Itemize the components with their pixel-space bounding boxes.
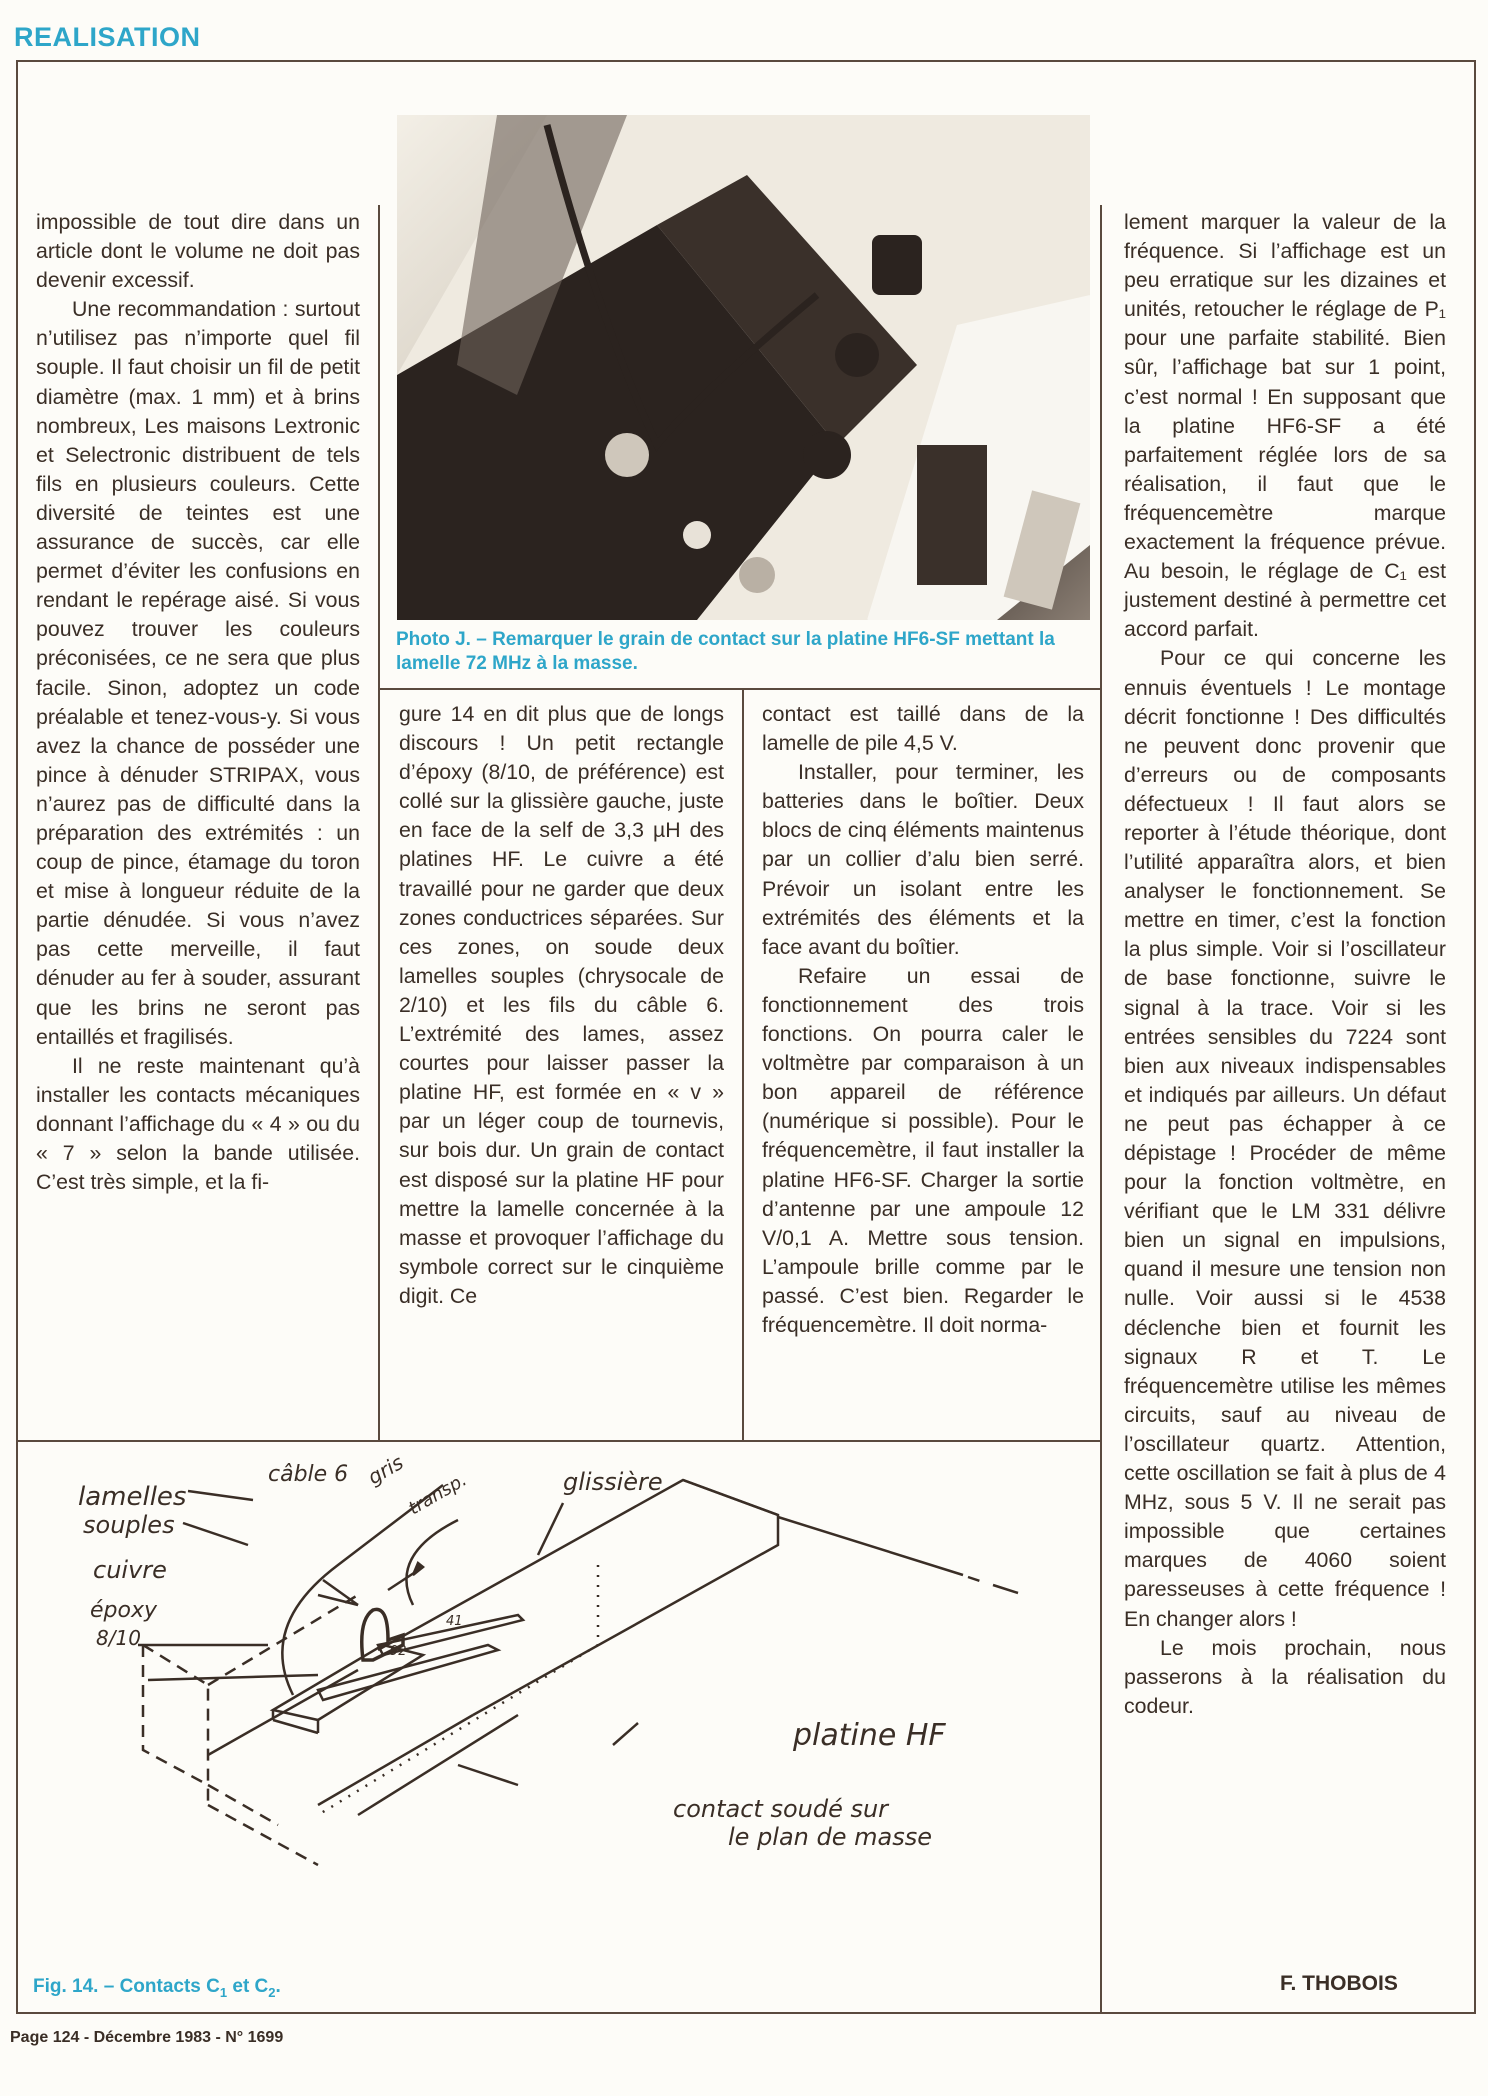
paragraph: Il ne reste maintenant qu’à installer les contacts mécaniques donnant l’affichage du « 4 » ou du « 7 » selon la bande utilisée. C’est très simple, et la fi- [36,1053,360,1195]
label-92: 92 [390,1644,407,1659]
label-contact-soude: contact soudé sur [673,1795,889,1823]
page-footer: Page 124 - Décembre 1983 - N° 1699 [10,2029,284,2046]
label-plan-de-masse: le plan de masse [728,1823,932,1851]
figure-caption-sub2: 2 [268,1984,276,2000]
figure-top-rule [16,1440,1102,1442]
paragraph: Une recommandation : surtout n’utilisez pas n’importe quel fil souple. Il faut choisir un fil de petit diamètre (max. 1 mm) et à brins nombreux, Les maisons Lextronic et Selectronic distribuent de tels fils en plusieurs couleurs. Cette diversité de teintes est une assurance de succès, car elle permet d’éviter les confusions en rendant le repérage aisé. Si vous pouvez trouver les couleurs préconisées, ce ne sera que plus facile. Sinon, adoptez un code préalable et tenez-vous-y. Si vous avez la chance de posséder une pince à dénuder STRIPAX, vous n’aurez pas de difficulté dans la préparation des extrémités : un coup de pince, étamage du toron et mise à longueur réduite de la partie dénudée. Si vous n’avez pas cette merveille, il faut dénuder au fer à souder, assurant que les brins ne seront pas entaillés et fragilisés. [36,297,360,1049]
label-41: 41 [446,1614,463,1629]
figure-caption-prefix: Fig. 14. – Contacts C [33,1976,220,1997]
author-signature: F. THOBOIS [1280,1972,1398,1995]
label-epoxy-thickness: 8/10 [96,1626,141,1650]
paragraph: Le mois prochain, nous passerons à la réalisation du codeur. [1124,1635,1446,1718]
contacts-drawing [18,1445,1098,1965]
label-cable-6: câble 6 [268,1462,349,1487]
paragraph: contact est taillé dans de la lamelle de pile 4,5 V. [762,702,1084,756]
text-column-4 [1124,208,1446,1721]
text-column-3 [762,700,1084,1340]
figure-14-diagram [18,1445,1098,1965]
text-column-2 [399,700,724,1311]
label-transp: transp. [405,1469,471,1520]
label-epoxy: époxy [90,1598,157,1623]
paragraph: Pour ce qui concerne les ennuis éventuels ! Le montage décrit fonctionne ! Des difficultés ne peuvent donc provenir que d’erreurs ou de composants défectueux ! Il faut alors se reporter à l’étude théorique, dont l’utilité apparaîtra alors, et bien analyser le fonctionnement. Se mettre en timer, c’est la fonction la plus simple. Voir si l’oscillateur de base fonctionne, suivre le signal à la trace. Voir si les entrées sensibles du 7224 sont bien aux niveaux indispensables et indiqués par ailleurs. Un défaut ne peut pas échapper à ce dépistage ! Procéder de même pour la fonction voltmètre, en vérifiant que le LM 331 délivre bien un signal en impulsions, quand il mesure une tension non nulle. Voir aussi si le 4538 déclenche bien et fournit les signaux R et T. Le fréquencemètre utilise les mêmes circuits, sauf au niveau de l’oscillateur quartz. Attention, cette oscillation se fait à plus de 4 MHz, sous 5 V. Il ne serait pas impossible que certaines marques de 4060 soient paresseuses à cette fréquence ! En changer alors ! [1124,646,1446,1631]
paragraph: gure 14 en dit plus que de longs discours ! Un petit rectangle d’époxy (8/10, de préférence) est collé sur la glissière gauche, juste en face de la self de 3,3 µH des platines HF. Le cuivre a été travaillé pour ne garder que deux zones conductrices séparées. Sur ces zones, on soude deux lamelles souples (chrysocale de 2/10) et les fils du câble 6. L’extrémité des lames, assez courtes pour laisser passer la platine HF, est formée en « v » par un léger coup de tournevis, sur bois dur. Un grain de contact est disposé sur la platine HF pour mettre la lamelle concernée à la masse et provoquer l’affichage du symbole correct sur le cinquième digit. Ce [399,702,724,1308]
paragraph: impossible de tout dire dans un article dont le volume ne doit pas devenir excessif. [36,210,360,293]
label-gris: gris [363,1450,408,1490]
paragraph: lement marquer la valeur de la fréquence. Si l’affichage est un peu erratique sur les dizaines et unités, retoucher le réglage de P₁ pour une parfaite stabilité. Bien sûr, l’affichage bat sur 1 point, c’est normal ! En supposant que la platine HF6-SF a été parfaitement réglée lors de sa réalisation, il faut que le fréquencemètre marque exactement la fréquence prévue. Au besoin, le réglage de C₁ est justement destiné à permettre cet accord parfait. [1124,210,1446,642]
section-title: REALISATION [14,22,201,52]
photo-bottom-rule [378,688,1102,690]
frame-bottom-rule [16,2012,1102,2014]
label-cuivre: cuivre [93,1556,167,1584]
label-souples: souples [83,1511,175,1539]
col4-separator [1100,205,1102,2013]
frame-bottom-rule-right [1100,2012,1476,2014]
label-platine-hf: platine HF [793,1718,946,1753]
figure-caption-mid: et C [227,1976,269,1997]
figure-caption [33,1976,281,2000]
circuit-board-photo-illustration [397,115,1090,620]
label-lamelles: lamelles [78,1482,187,1512]
frame-right-rule [1474,60,1476,2014]
paragraph: Installer, pour terminer, les batteries dans le boîtier. Deux blocs de cinq éléments maintenus par un collier d’alu bien serré. Prévoir un isolant entre les extrémités des éléments et la face avant du boîtier. [762,760,1084,959]
col2-col3-separator [742,690,744,1440]
figure-caption-suffix: . [275,1976,281,1997]
photo-caption: Photo J. – Remarquer le grain de contact sur la platine HF6-SF mettant la lamelle 72 MHz à la masse. [396,629,1055,674]
figure-caption-sub1: 1 [219,1984,228,2000]
paragraph: Refaire un essai de fonctionnement des trois fonctions. On pourra caler le voltmètre par comparaison à un bon appareil de référence (numérique si possible). Pour le fréquencemètre, il faut installer la platine HF6-SF. Charger la sortie d’antenne par une ampoule 12 V/0,1 A. Mettre sous tension. L’ampoule brille comme par le passé. C’est bien. Regarder le fréquencemètre. Il doit norma- [762,963,1084,1337]
label-glissiere: glissière [563,1468,663,1496]
frame-top-rule [16,60,1476,62]
photo-j [397,115,1090,620]
text-column-1 [36,208,360,1197]
col1-separator [378,205,380,1440]
